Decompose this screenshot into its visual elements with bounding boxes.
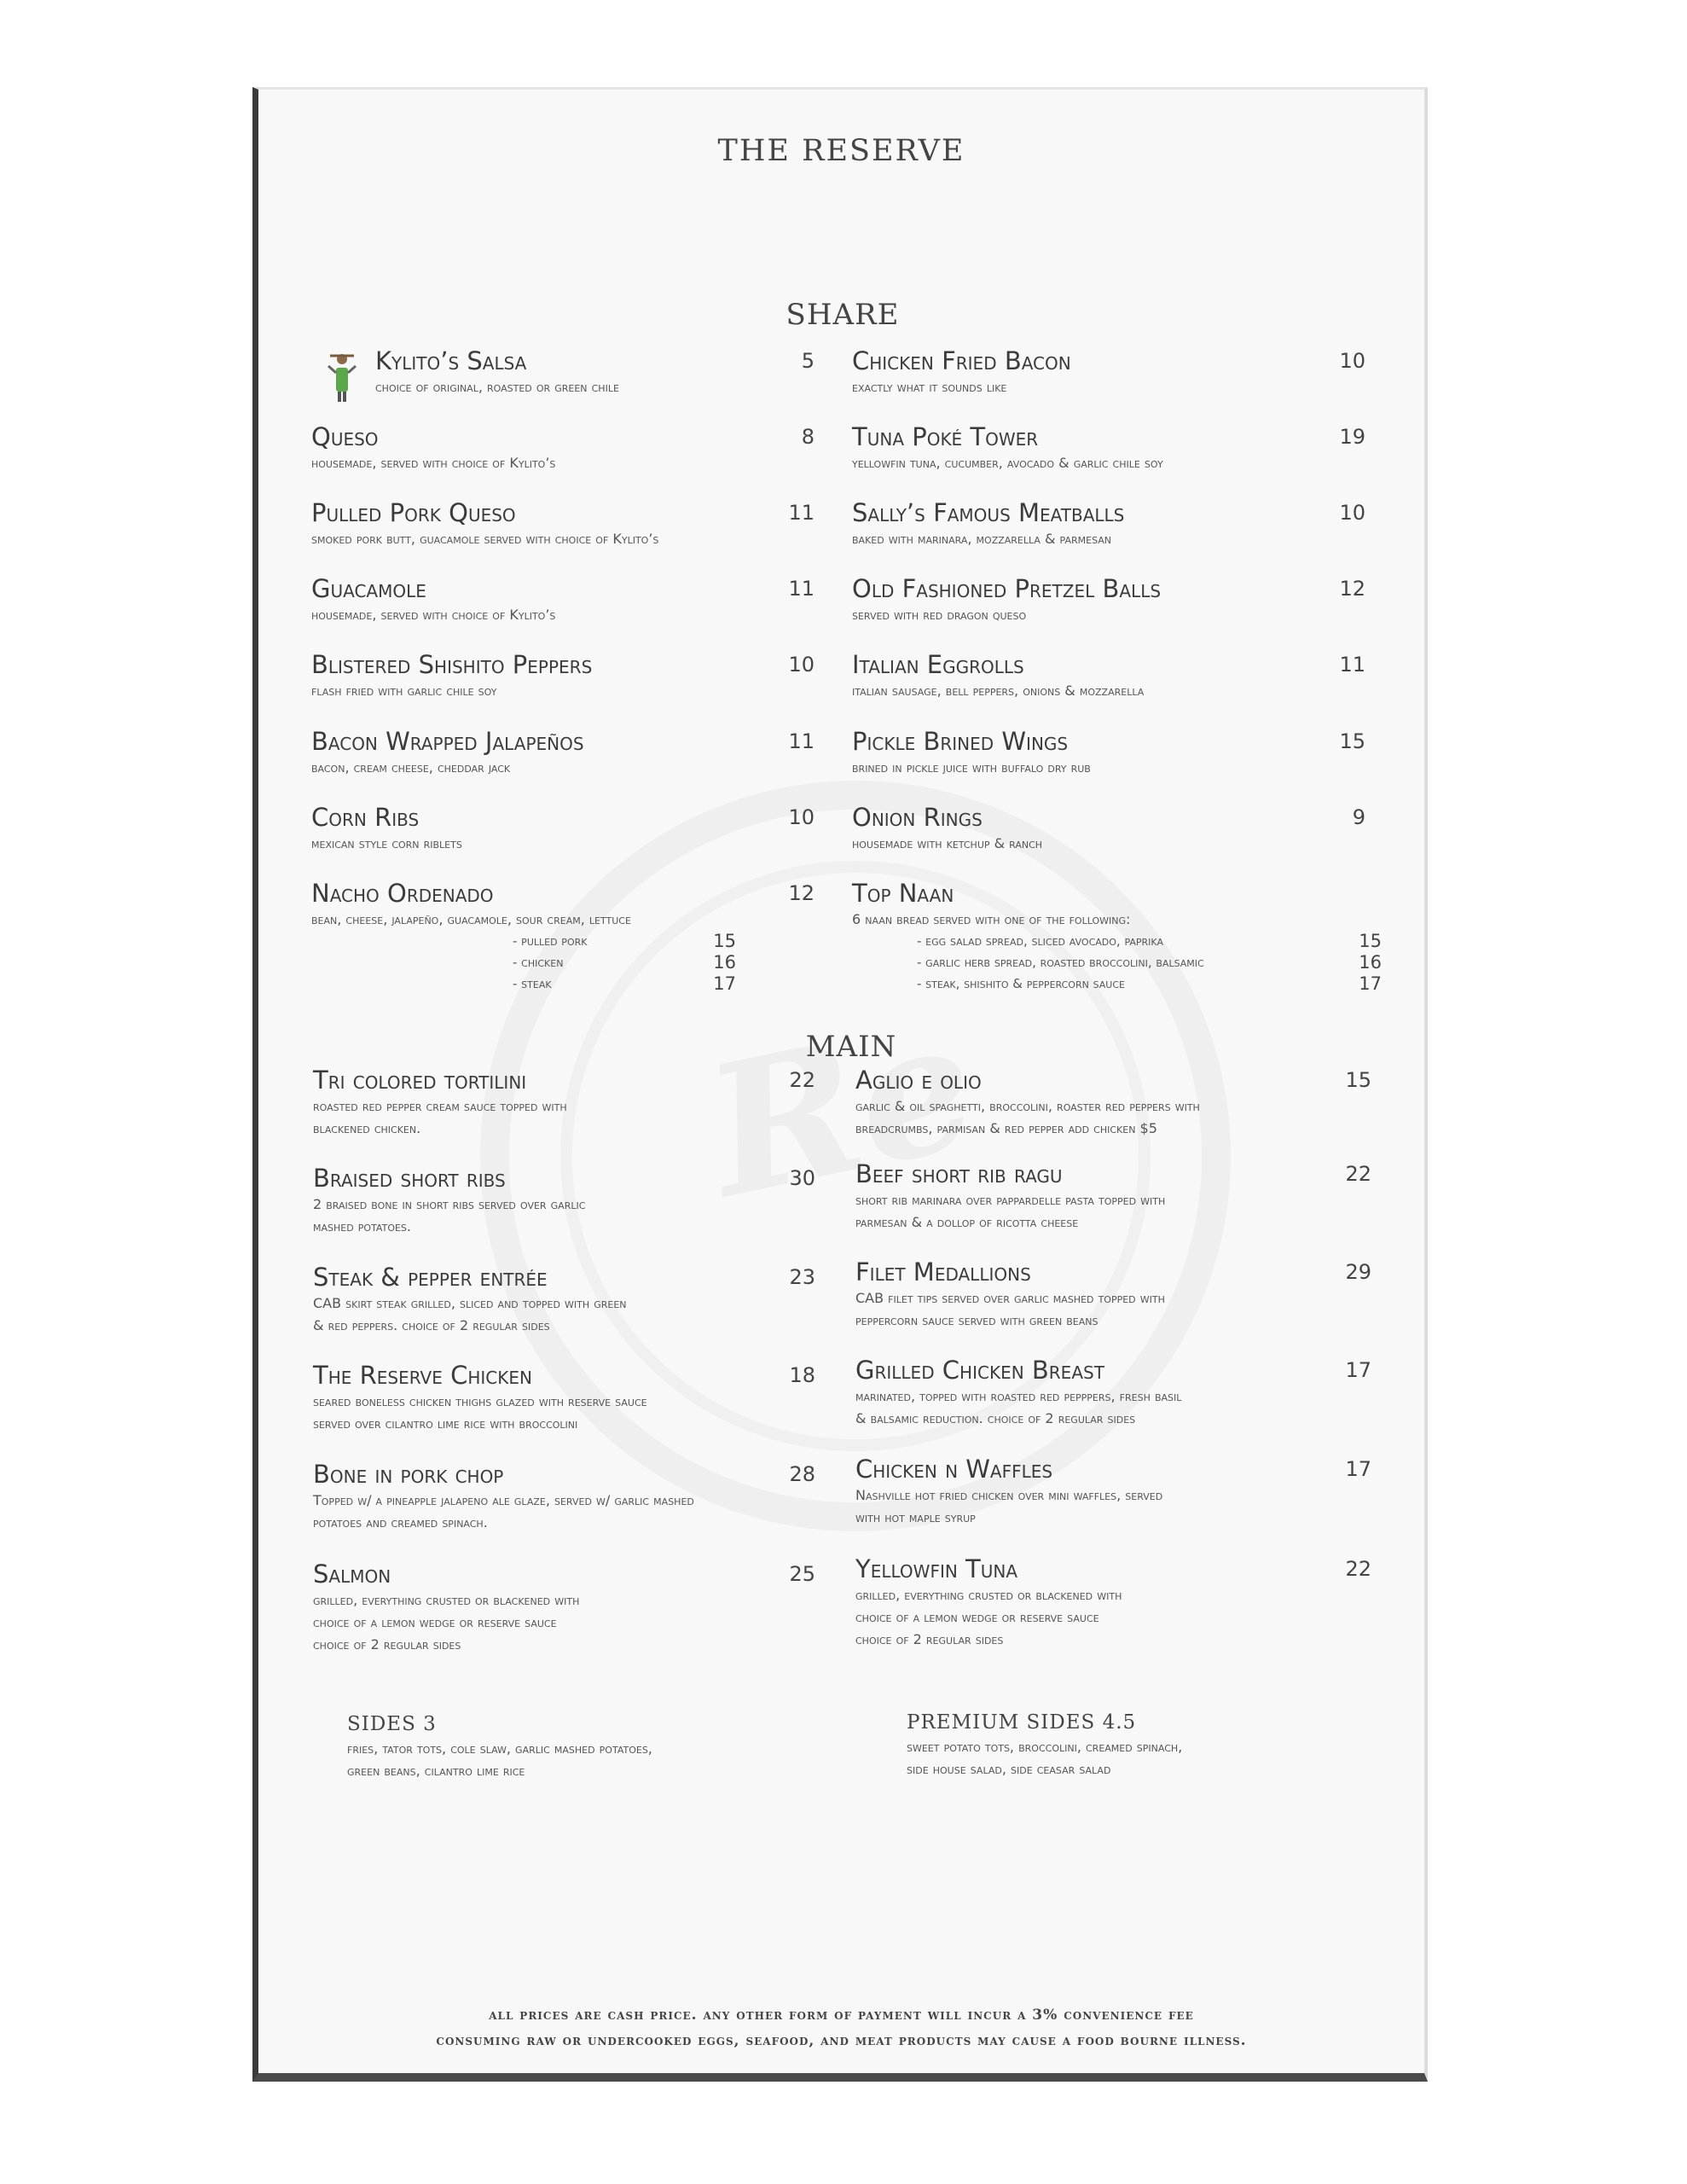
menu-item-description: 6 naan bread served with one of the following:: [852, 911, 1131, 927]
menu-item-name: Grilled Chicken Breast: [855, 1356, 1104, 1385]
menu-item-name: Steak & pepper entrée: [313, 1263, 548, 1292]
menu-item-description: choice of 2 regular sides: [855, 1631, 1004, 1647]
menu-item-price: 17: [1345, 1358, 1371, 1382]
menu-item-name: Beef short rib ragu: [855, 1159, 1063, 1188]
menu-item: [855, 1159, 1367, 1234]
menu-item-description: marinated, topped with roasted red pepppers, fresh basil: [855, 1388, 1182, 1404]
menu-item-description: seared boneless chicken thighs glazed with reserve sauce: [313, 1393, 647, 1409]
menu-item: [313, 1360, 825, 1435]
menu-item-description: exactly what it sounds like: [852, 379, 1007, 395]
sides-heading: SIDES 3: [347, 1713, 437, 1735]
menu-item: [311, 878, 823, 931]
menu-item-price: 15: [1339, 729, 1365, 753]
menu-item-description: choice of 2 regular sides: [313, 1636, 461, 1653]
menu-item: [311, 726, 823, 779]
menu-item-price: 29: [1345, 1260, 1371, 1284]
menu-item-description: grilled, everything crusted or blackened with: [855, 1587, 1122, 1603]
menu-item-price: 10: [788, 653, 815, 677]
menu-item-description: served with red dragon queso: [852, 607, 1027, 623]
menu-item-description: Topped w/ a pineapple jalapeno ale glaze, served w/ garlic mashed: [313, 1492, 694, 1508]
menu-item-name: Guacamole: [311, 574, 426, 603]
menu-item-description: 2 braised bone in short ribs served over garlic: [313, 1196, 586, 1212]
menu-item-description: housemade, served with choice of Kylito’s: [311, 607, 556, 623]
menu-item: [852, 421, 1364, 474]
menu-item-price: 15: [1345, 1068, 1371, 1092]
menu-item-price: 23: [789, 1265, 815, 1289]
restaurant-title: THE RESERVE: [717, 134, 965, 168]
option-price: 17: [1359, 973, 1382, 994]
menu-item-price: 11: [788, 729, 815, 753]
premium-sides-line: sweet potato tots, broccolini, creamed spinach,: [907, 1739, 1183, 1755]
menu-item-description: flash fried with garlic chile soy: [311, 682, 497, 699]
menu-item-price: 10: [1339, 501, 1365, 525]
menu-item-name: Bone in pork chop: [313, 1460, 504, 1489]
menu-item-name: Bacon Wrapped Jalapeños: [311, 727, 584, 756]
option-price: 16: [713, 952, 736, 973]
menu-item: [855, 1554, 1367, 1651]
menu-item: [852, 497, 1364, 550]
menu-item: [855, 1065, 1367, 1140]
menu-item-description: CAB filet tips served over garlic mashed topped with: [855, 1290, 1165, 1306]
menu-item: [855, 1454, 1367, 1529]
menu-item-description: with hot maple syrup: [855, 1509, 976, 1525]
menu-item: [852, 726, 1364, 779]
menu-item-description: smoked pork butt, guacamole served with choice of Kylito’s: [311, 531, 659, 547]
menu-item-name: Filet Medallions: [855, 1258, 1031, 1287]
menu-item-description: housemade, served with choice of Kylito’s: [311, 455, 556, 471]
menu-item-price: 9: [1352, 805, 1365, 829]
menu-item-price: 30: [789, 1166, 815, 1190]
menu-item-price: 5: [801, 349, 815, 373]
menu-item-name: Chicken n Waffles: [855, 1455, 1053, 1484]
menu-item-description: served over cilantro lime rice with broccolini: [313, 1415, 578, 1432]
menu-item-description: housemade with ketchup & ranch: [852, 835, 1043, 851]
option-label: - egg salad spread, sliced avocado, paprika: [917, 933, 1163, 949]
menu-item-name: Sally’s Famous Meatballs: [852, 498, 1125, 527]
menu-item-price: 12: [1339, 577, 1365, 601]
menu-item-name: Top Naan: [852, 879, 954, 908]
menu-item: [313, 1559, 825, 1656]
menu-item: [311, 497, 823, 550]
menu-item-price: 17: [1345, 1457, 1371, 1481]
menu-item: [311, 421, 823, 474]
menu-item-name: The Reserve Chicken: [313, 1361, 532, 1390]
menu-item-description: Nashville hot fried chicken over mini waffles, served: [855, 1487, 1163, 1503]
menu-item-price: 22: [1345, 1162, 1371, 1186]
menu-item-name: Yellowfin Tuna: [855, 1554, 1018, 1583]
menu-item-name: Braised short ribs: [313, 1164, 506, 1193]
menu-item: [852, 802, 1364, 855]
sides-block: [347, 1711, 859, 1782]
menu-item-description: bacon, cream cheese, cheddar jack: [311, 759, 511, 775]
menu-item-description: garlic & oil spaghetti, broccolini, roaster red peppers with: [855, 1098, 1200, 1114]
option-label: - steak: [513, 976, 552, 991]
menu-item-name: Pickle Brined Wings: [852, 727, 1069, 756]
footer-payment-note: all prices are cash price. any other form of payment will incur a 3% convenience fee: [489, 2007, 1194, 2024]
menu-item-description: italian sausage, bell peppers, onions & mozzarella: [852, 682, 1145, 699]
menu-item: [313, 1065, 825, 1140]
menu-item-description: choice of a lemon wedge or reserve sauce: [855, 1609, 1099, 1625]
menu-item-name: Aglio e olio: [855, 1066, 982, 1095]
menu-item-price: 11: [788, 501, 815, 525]
menu-item-name: Pulled Pork Queso: [311, 498, 516, 527]
menu-item-price: 28: [789, 1462, 815, 1486]
menu-item-name: Italian Eggrolls: [852, 650, 1024, 679]
sides-line: fries, tator tots, cole slaw, garlic mashed potatoes,: [347, 1740, 652, 1757]
menu-item-description: mashed potatoes.: [313, 1218, 411, 1234]
share-heading: SHARE: [786, 298, 900, 332]
menu-item-description: breadcrumbs, parmisan & red pepper add chicken $5: [855, 1120, 1157, 1136]
premium-sides-line: side house salad, side ceasar salad: [907, 1761, 1111, 1777]
menu-item-description: blackened chicken.: [313, 1120, 421, 1136]
menu-item-description: & red peppers. choice of 2 regular sides: [313, 1317, 550, 1333]
menu-item-price: 8: [801, 425, 815, 449]
menu-item-description: mexican style corn riblets: [311, 835, 462, 851]
menu-item: [852, 573, 1364, 626]
option-label: - chicken: [513, 955, 564, 970]
menu-item-name: Corn Ribs: [311, 803, 420, 832]
menu-item: [313, 1262, 825, 1337]
menu-item-description: grilled, everything crusted or blackened with: [313, 1592, 580, 1608]
footer-health-warning: consuming raw or undercooked eggs, seafood, and meat products may cause a food bourne illness.: [436, 2032, 1247, 2049]
option-price: 16: [1359, 952, 1382, 973]
menu-item-description: parmesan & a dollop of ricotta cheese: [855, 1214, 1079, 1230]
main-heading: MAIN: [805, 1030, 897, 1064]
menu-item-name: Old Fashioned Pretzel Balls: [852, 574, 1162, 603]
menu-item-description: baked with marinara, mozzarella & parmesan: [852, 531, 1112, 547]
menu-item: [852, 649, 1364, 702]
option-price: 15: [713, 931, 736, 951]
menu-sheet: [252, 87, 1428, 2082]
premium-sides-block: [907, 1709, 1418, 1780]
menu-item-name: Tuna Poké Tower: [852, 422, 1039, 451]
option-label: - steak, shishito & peppercorn sauce: [917, 976, 1125, 991]
menu-item: [313, 1459, 825, 1534]
menu-item-price: 10: [1339, 349, 1365, 373]
option-price: 15: [1359, 931, 1382, 951]
menu-item: [852, 878, 1364, 931]
menu-item-name: Onion Rings: [852, 803, 983, 832]
option-label: - garlic herb spread, roasted broccolini, balsamic: [917, 955, 1204, 970]
menu-item: [852, 346, 1364, 398]
menu-item-price: 11: [788, 577, 815, 601]
menu-item-price: 25: [789, 1562, 815, 1586]
menu-item-price: 22: [789, 1068, 815, 1092]
menu-item: [855, 1355, 1367, 1430]
menu-item-description: brined in pickle juice with buffalo dry rub: [852, 759, 1091, 775]
menu-item-description: peppercorn sauce served with green beans: [855, 1312, 1099, 1328]
menu-item: [313, 1163, 825, 1238]
menu-item: [311, 573, 823, 626]
option-label: - pulled pork: [513, 933, 588, 949]
menu-item-price: 19: [1339, 425, 1365, 449]
menu-item-description: roasted red pepper cream sauce topped with: [313, 1098, 567, 1114]
menu-item: [311, 649, 823, 702]
menu-item-description: choice of a lemon wedge or reserve sauce: [313, 1614, 557, 1630]
menu-item: [311, 802, 823, 855]
menu-item-price: 22: [1345, 1557, 1371, 1581]
menu-item-description: bean, cheese, jalapeño, guacamole, sour cream, lettuce: [311, 911, 631, 927]
menu-item-description: short rib marinara over pappardelle pasta topped with: [855, 1192, 1166, 1208]
menu-item-price: 18: [789, 1363, 815, 1387]
menu-item-name: Blistered Shishito Peppers: [311, 650, 593, 679]
menu-item-description: CAB skirt steak grilled, sliced and topped with green: [313, 1295, 627, 1311]
menu-item-name: Nacho Ordenado: [311, 879, 494, 908]
menu-item-description: choice of original, roasted or green chile: [375, 379, 619, 395]
menu-item-description: yellowfin tuna, cucumber, avocado & garlic chile soy: [852, 455, 1163, 471]
menu-item-description: & balsamic reduction. choice of 2 regular sides: [855, 1410, 1136, 1426]
premium-sides-heading: PREMIUM SIDES 4.5: [907, 1711, 1137, 1734]
option-price: 17: [713, 973, 736, 994]
menu-item-name: Tri colored tortilini: [313, 1066, 527, 1095]
menu-item-name: Queso: [311, 422, 379, 451]
menu-item-price: 10: [788, 805, 815, 829]
menu-item: [311, 346, 823, 398]
menu-item-description: potatoes and creamed spinach.: [313, 1514, 488, 1531]
menu-item: [855, 1257, 1367, 1332]
menu-item-price: 12: [788, 881, 815, 905]
sides-line: green beans, cilantro lime rice: [347, 1763, 525, 1779]
menu-item-name: Salmon: [313, 1560, 391, 1589]
menu-item-name: Chicken Fried Bacon: [852, 346, 1071, 375]
menu-item-name: Kylito’s Salsa: [375, 346, 527, 375]
menu-item-price: 11: [1339, 653, 1365, 677]
